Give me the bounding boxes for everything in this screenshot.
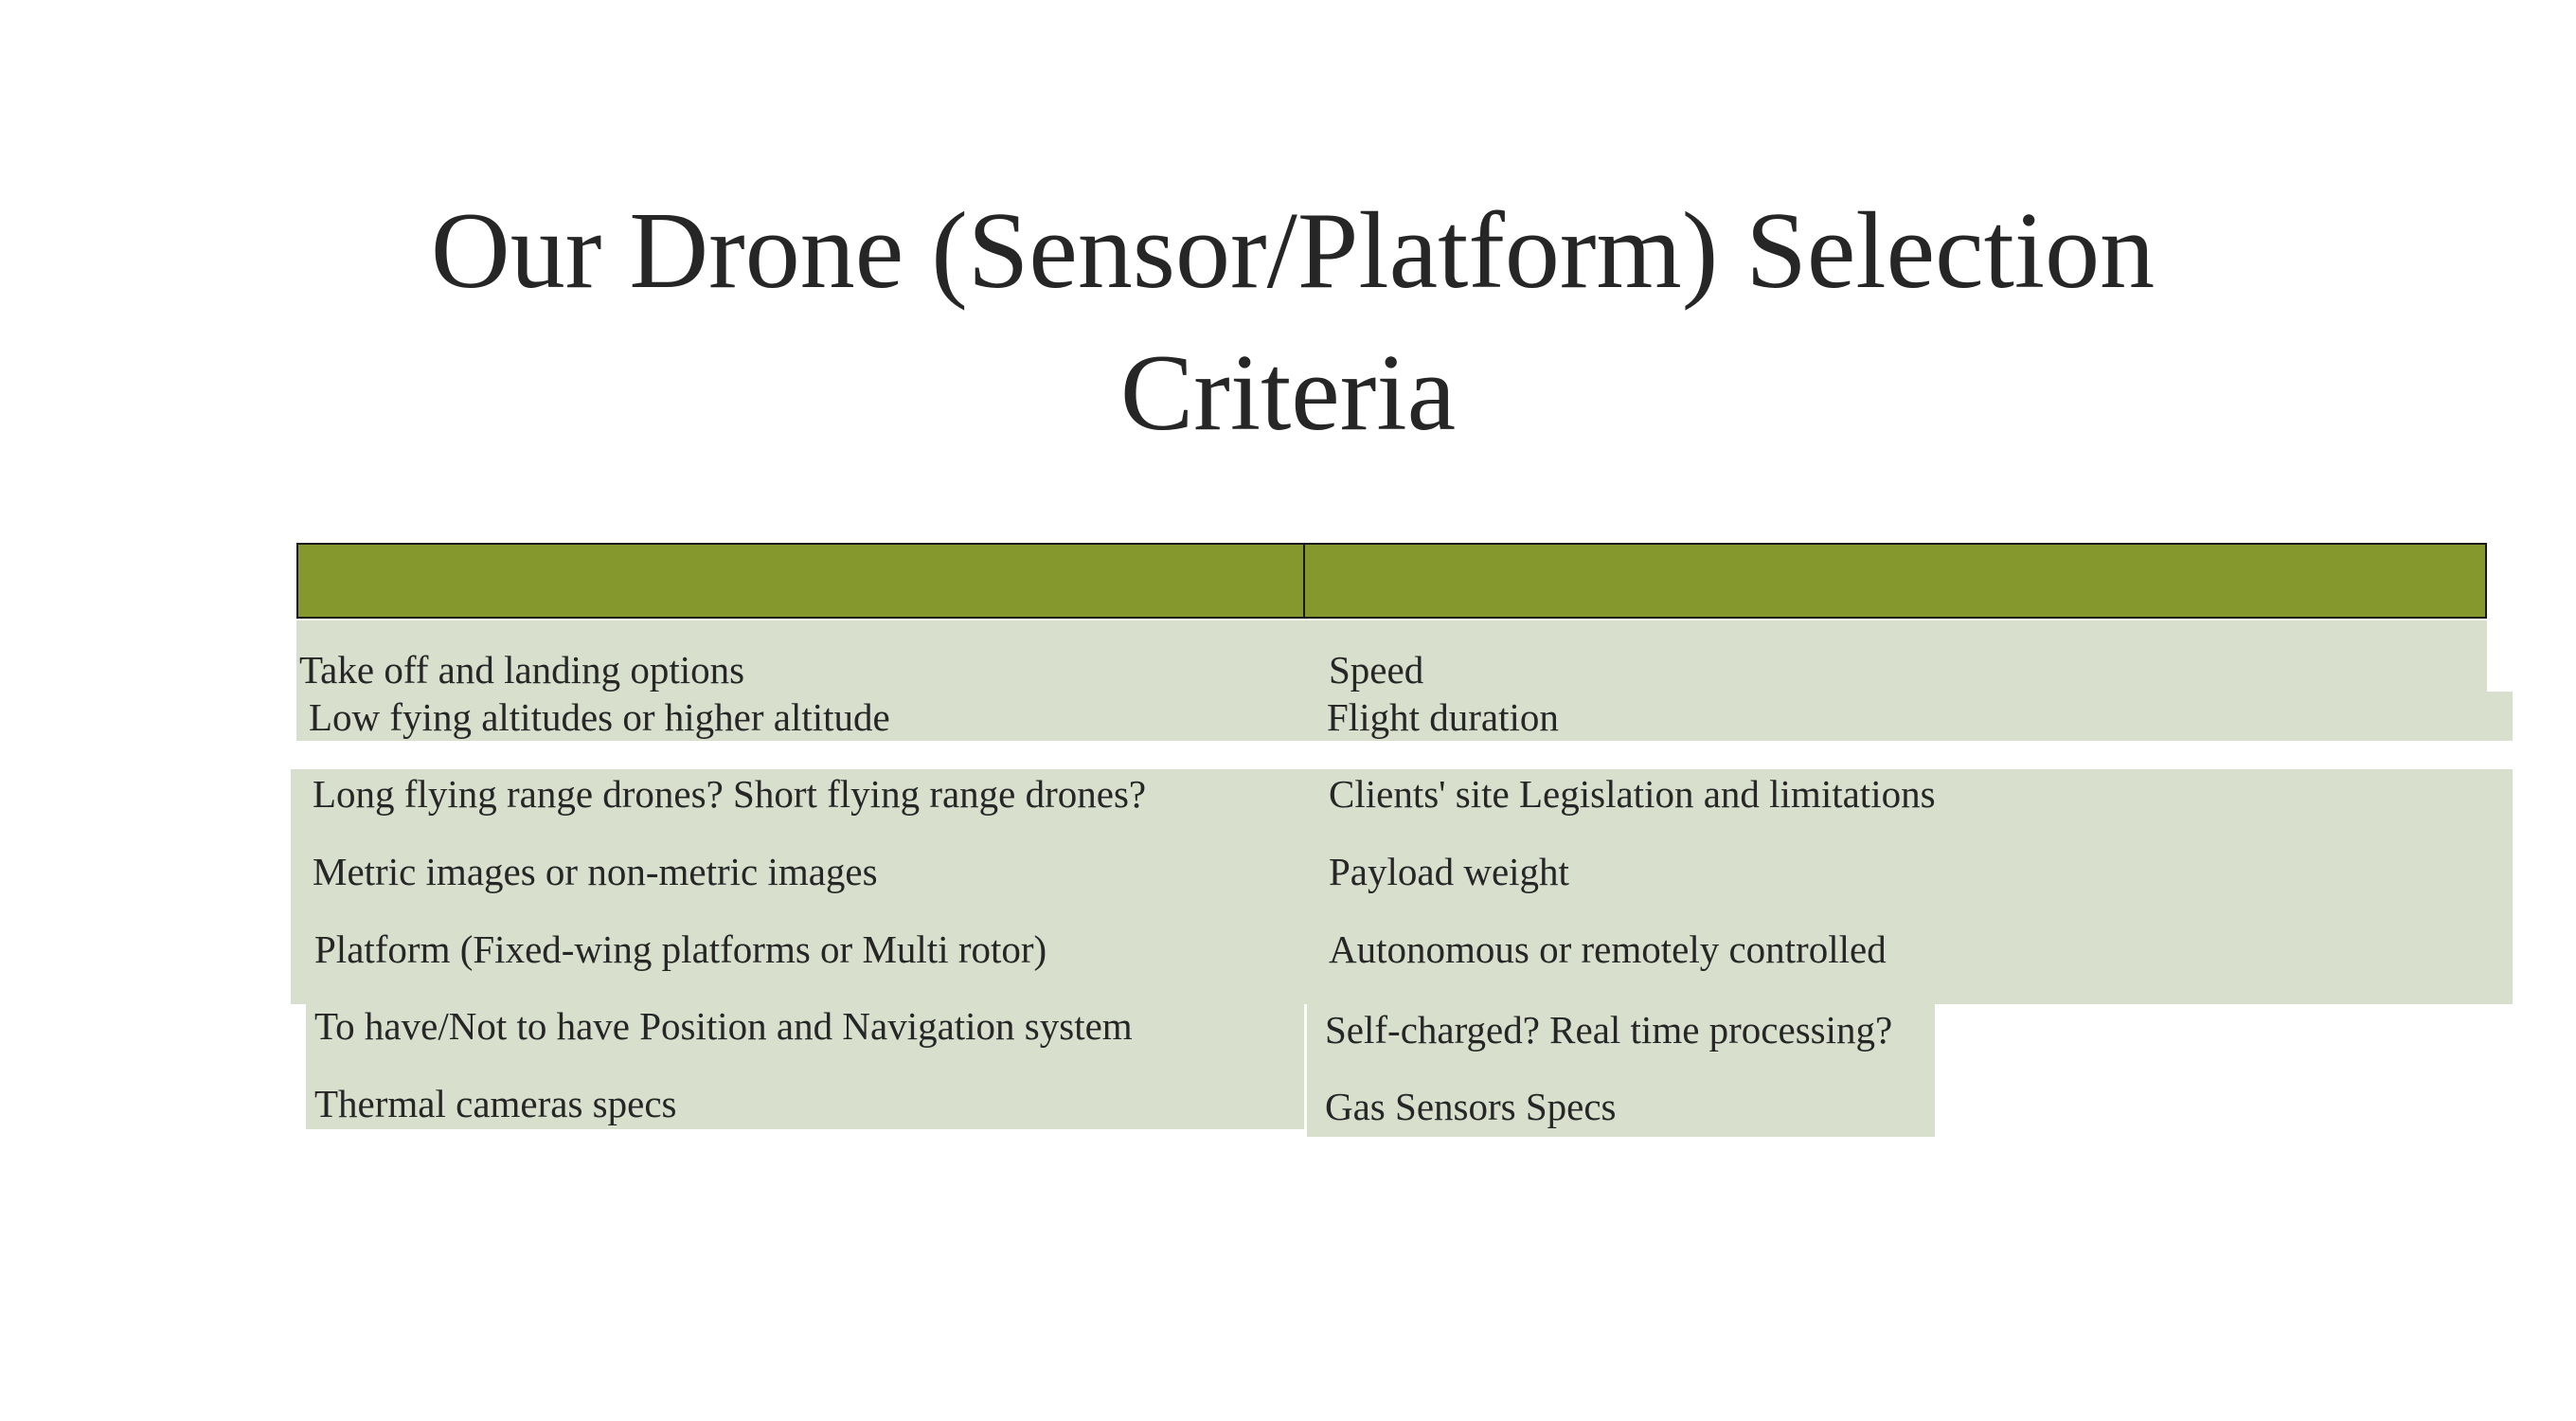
table-header-cell-left [296, 543, 1305, 619]
table-header-cell-right [1303, 543, 2487, 619]
table-cell: Speed [1329, 648, 1424, 692]
table-cell: Take off and landing options [299, 648, 745, 692]
title-line-2: Criteria [1119, 333, 1457, 454]
table-cell: Payload weight [1329, 850, 1569, 893]
table-cell: Flight duration [1327, 695, 1559, 739]
table-cell: Clients' site Legislation and limitations [1329, 772, 1936, 816]
table-cell: Metric images or non-metric images [313, 850, 878, 893]
table-cell: Autonomous or remotely controlled [1329, 927, 1887, 971]
table-cell: Low fying altitudes or higher altitude [309, 695, 890, 739]
table-cell: Thermal cameras specs [314, 1082, 677, 1125]
title-line-1: Our Drone (Sensor/Platform) Selection [430, 190, 2156, 312]
table-cell: Long flying range drones? Short flying range drones? [313, 772, 1147, 816]
table-cell: Gas Sensors Specs [1325, 1085, 1617, 1128]
table-cell: Platform (Fixed-wing platforms or Multi rotor) [314, 927, 1047, 971]
table-cell: Self-charged? Real time processing? [1325, 1008, 1893, 1052]
slide-title [0, 180, 2576, 464]
table-cell: To have/Not to have Position and Navigation system [314, 1004, 1133, 1048]
